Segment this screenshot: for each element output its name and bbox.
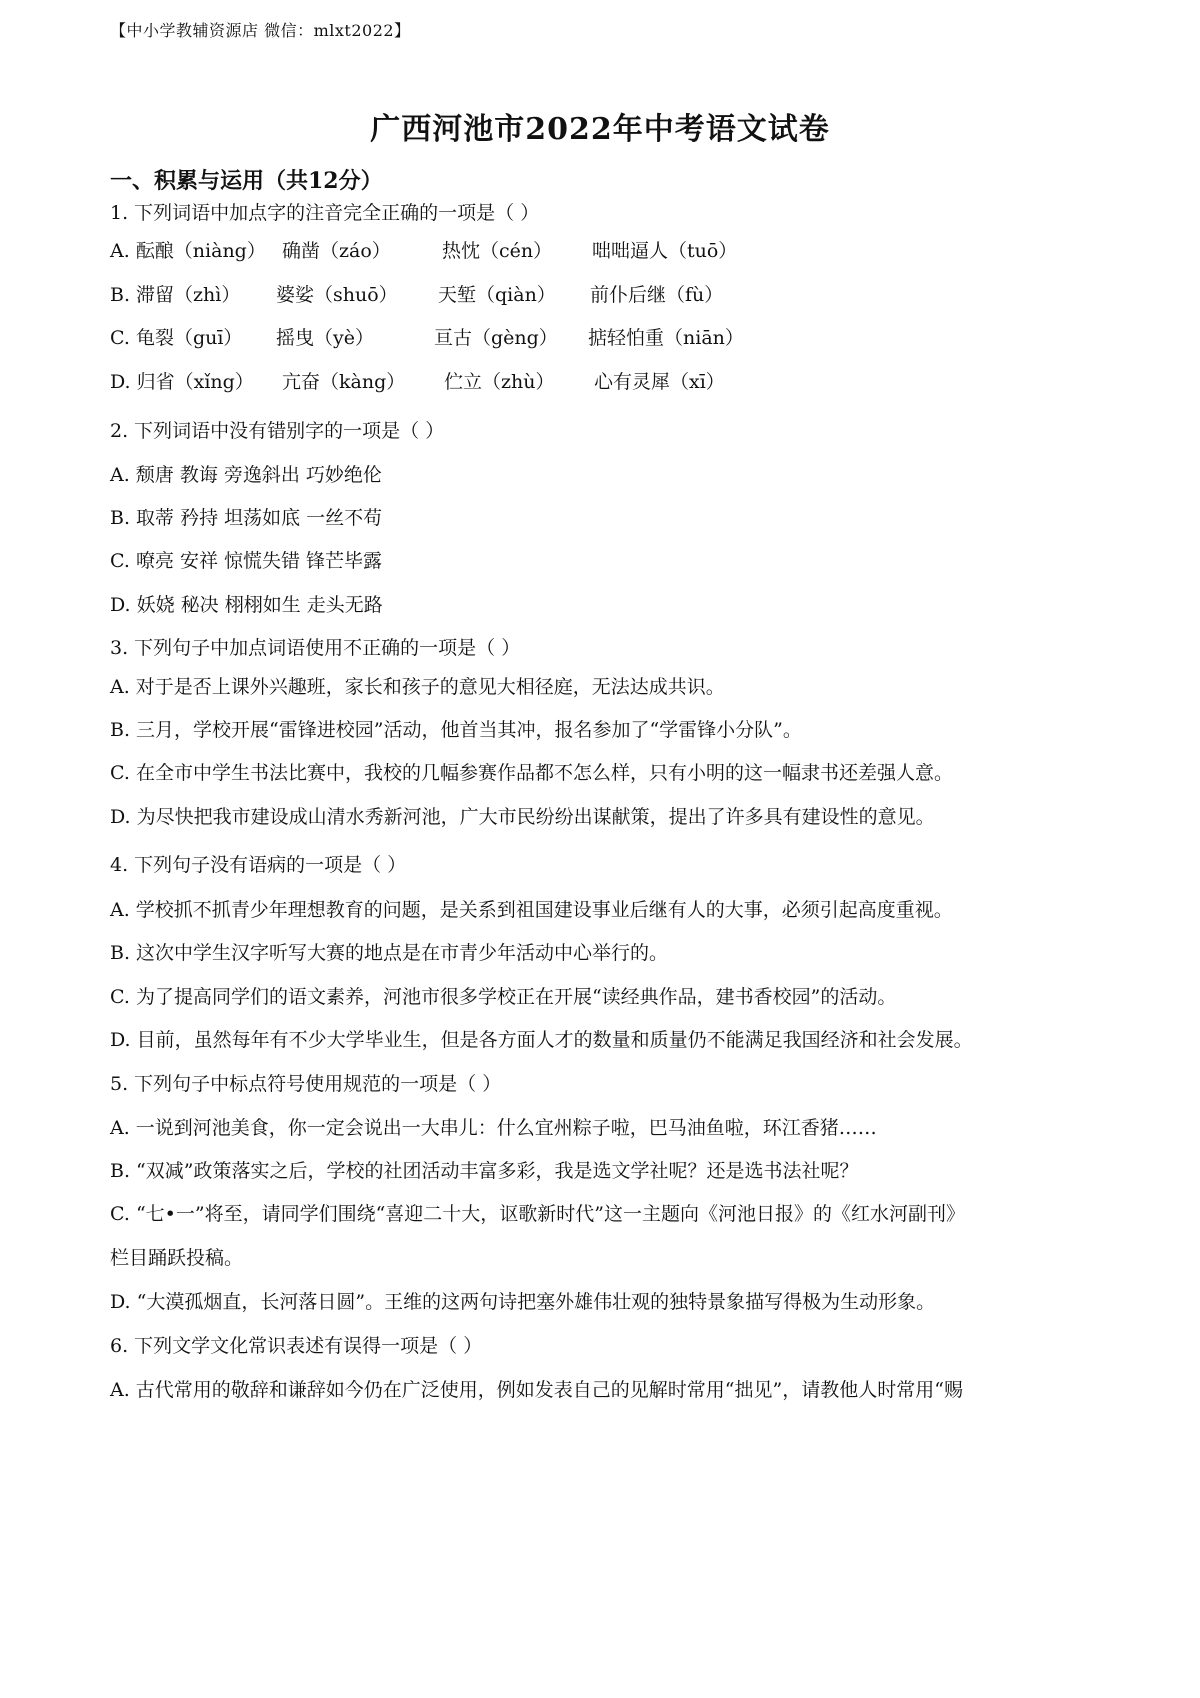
question-5-option-b: B. “双减”政策落实之后，学校的社团活动丰富多彩，我是选文学社呢？还是选书法社呢？ bbox=[110, 1160, 859, 1182]
question-4-option-d: D. 目前，虽然每年有不少大学毕业生，但是各方面人才的数量和质量仍不能满足我国经济和社会发展。 bbox=[110, 1029, 973, 1051]
section-heading: 一、积累与运用（共12分） bbox=[110, 168, 383, 194]
watermark-header: 【中小学教辅资源店 微信：mlxt2022】 bbox=[110, 21, 411, 40]
option-term: C. 龟裂（guī） bbox=[110, 327, 243, 349]
question-5-option-c: C. “七•一”将至，请同学们围绕“喜迎二十大，讴歌新时代”这一主题向《河池日报》的《红水河副刊》 bbox=[110, 1203, 966, 1225]
option-term: 掂轻怕重（niān） bbox=[588, 327, 744, 349]
question-1-option-b bbox=[110, 280, 723, 307]
question-2-option-c: C. 嘹亮 安祥 惊慌失错 锋芒毕露 bbox=[110, 550, 383, 572]
question-2-stem: 2. 下列词语中没有错别字的一项是（ ） bbox=[110, 420, 445, 442]
question-3-option-d: D. 为尽快把我市建设成山清水秀新河池，广大市民纷纷出谋献策，提出了许多具有建设性的意见。 bbox=[110, 806, 935, 828]
question-1-option-c bbox=[110, 323, 744, 350]
option-term: A. 酝酿（niàng） bbox=[110, 240, 266, 262]
question-2-option-b: B. 取蒂 矜持 坦荡如底 一丝不苟 bbox=[110, 507, 383, 529]
option-term: D. 归省（xǐng） bbox=[110, 371, 254, 393]
question-6-stem: 6. 下列文学文化常识表述有误得一项是（ ） bbox=[110, 1335, 483, 1357]
question-2-option-a: A. 颓唐 教诲 旁逸斜出 巧妙绝伦 bbox=[110, 464, 382, 486]
question-3-option-c: C. 在全市中学生书法比赛中，我校的几幅参赛作品都不怎么样，只有小明的这一幅隶书还差强人意。 bbox=[110, 762, 953, 784]
question-4-stem: 4. 下列句子没有语病的一项是（ ） bbox=[110, 854, 407, 876]
question-3-option-a: A. 对于是否上课外兴趣班，家长和孩子的意见大相径庭，无法达成共识。 bbox=[110, 676, 725, 698]
question-4-option-c: C. 为了提高同学们的语文素养，河池市很多学校正在开展“读经典作品，建书香校园”的活动。 bbox=[110, 986, 897, 1008]
page-title: 广西河池市2022年中考语文试卷 bbox=[370, 112, 830, 147]
question-5-option-c-continued: 栏目踊跃投稿。 bbox=[110, 1247, 244, 1269]
option-term: B. 滞留（zhì） bbox=[110, 284, 241, 306]
option-term: 确凿（záo） bbox=[282, 240, 391, 262]
question-5-stem: 5. 下列句子中标点符号使用规范的一项是（ ） bbox=[110, 1073, 502, 1095]
option-term: 亢奋（kàng） bbox=[282, 371, 406, 393]
question-1-option-d bbox=[110, 367, 725, 394]
option-term: 前仆后继（fù） bbox=[590, 284, 724, 306]
option-term: 亘古（gèng） bbox=[434, 327, 558, 349]
option-term: 伫立（zhù） bbox=[444, 371, 555, 393]
question-4-option-b: B. 这次中学生汉字听写大赛的地点是在市青少年活动中心举行的。 bbox=[110, 942, 669, 964]
question-3-stem: 3. 下列句子中加点词语使用不正确的一项是（ ） bbox=[110, 637, 521, 659]
option-term: 摇曳（yè） bbox=[276, 327, 374, 349]
question-1-stem: 1. 下列词语中加点字的注音完全正确的一项是（ ） bbox=[110, 202, 540, 224]
question-6-option-a: A. 古代常用的敬辞和谦辞如今仍在广泛使用，例如发表自己的见解时常用“拙见”，请教他人时常用“赐 bbox=[110, 1379, 963, 1401]
question-1-option-a bbox=[110, 236, 737, 263]
option-term: 咄咄逼人（tuō） bbox=[592, 240, 738, 262]
option-term: 婆娑（shuō） bbox=[276, 284, 398, 306]
option-term: 热忱（cén） bbox=[442, 240, 553, 262]
option-term: 心有灵犀（xī） bbox=[594, 371, 725, 393]
option-term: 天堑（qiàn） bbox=[438, 284, 556, 306]
question-5-option-d: D. “大漠孤烟直，长河落日圆”。王维的这两句诗把塞外雄伟壮观的独特景象描写得极为生动形象。 bbox=[110, 1291, 936, 1313]
question-2-option-d: D. 妖娆 秘决 栩栩如生 走头无路 bbox=[110, 594, 383, 616]
question-3-option-b: B. 三月，学校开展“雷锋进校园”活动，他首当其冲，报名参加了“学雷锋小分队”。 bbox=[110, 719, 802, 741]
question-4-option-a: A. 学校抓不抓青少年理想教育的问题，是关系到祖国建设事业后继有人的大事，必须引起高度重视。 bbox=[110, 899, 953, 921]
question-5-option-a: A. 一说到河池美食，你一定会说出一大串儿：什么宜州粽子啦，巴马油鱼啦，环江香猪…… bbox=[110, 1117, 877, 1139]
